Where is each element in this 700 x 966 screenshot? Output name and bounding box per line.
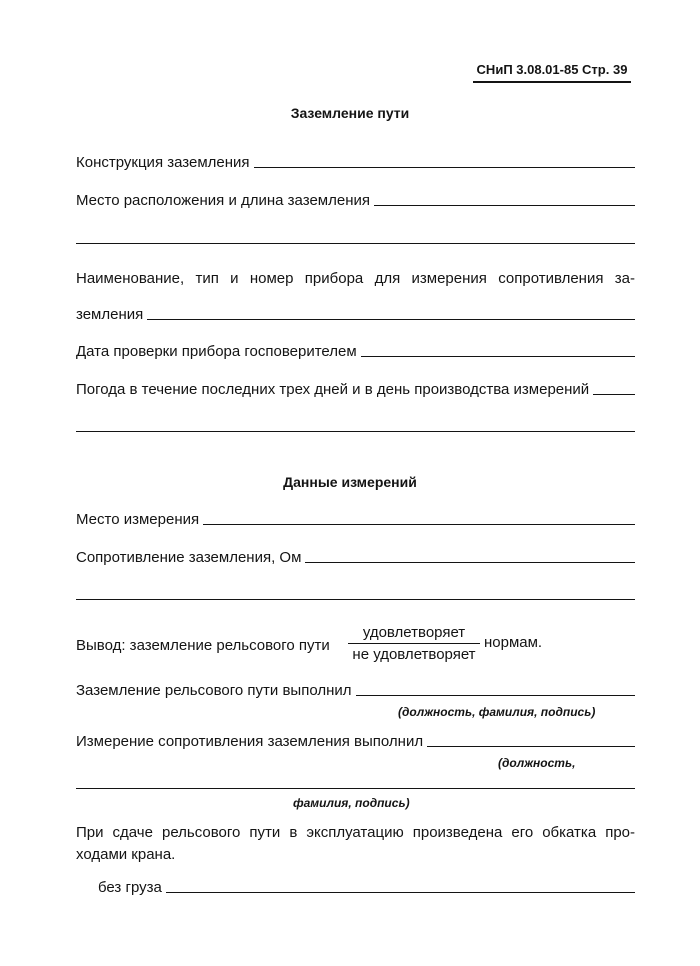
- conclusion-suffix: нормам.: [484, 634, 543, 651]
- instrument-text-line1: Наименование, тип и номер прибора для измерения сопротивления за-: [76, 270, 635, 287]
- measurement-done-field: [76, 733, 635, 750]
- conclusion-option-satisfies[interactable]: удовлетворяет: [362, 624, 466, 641]
- grounding-done-note: (должность, фамилия, подпись): [398, 705, 596, 719]
- weather-label: Погода в течение последних трех дней и в день производства измерений: [76, 381, 590, 398]
- location-label: Место расположения и длина заземления: [76, 192, 370, 209]
- conclusion-prefix: Вывод: заземление рельсового пути: [76, 637, 330, 654]
- conclusion-options: [348, 624, 480, 663]
- grounding-done-label: Заземление рельсового пути выполнил: [76, 682, 352, 699]
- grounding-done-input-line[interactable]: [356, 695, 635, 696]
- instrument-label: земления: [76, 306, 144, 323]
- location-continuation-line[interactable]: [76, 243, 635, 244]
- document-header: СНиП 3.08.01-85 Стр. 39: [473, 62, 631, 83]
- resistance-input-line[interactable]: [305, 562, 635, 563]
- place-label: Место измерения: [76, 511, 200, 528]
- verification-input-line[interactable]: [361, 356, 635, 357]
- weather-field: [76, 381, 635, 398]
- acceptance-text-line1: При сдаче рельсового пути в эксплуатацию произведена его обкатка про-: [76, 824, 635, 841]
- instrument-field: [76, 306, 635, 323]
- section-title-measurements: Данные измерений: [283, 474, 417, 490]
- verification-field: [76, 343, 635, 360]
- resistance-field: [76, 549, 635, 566]
- no-load-label: без груза: [98, 879, 162, 896]
- fraction-bar: [348, 643, 480, 644]
- section-title-grounding: Заземление пути: [290, 105, 410, 121]
- construction-field: [76, 154, 635, 171]
- grounding-done-field: [76, 682, 635, 699]
- no-load-field: [98, 879, 635, 896]
- measurement-done-label: Измерение сопротивления заземления выполнил: [76, 733, 424, 750]
- measurement-note-part2: фамилия, подпись): [293, 796, 410, 810]
- no-load-input-line[interactable]: [166, 892, 635, 893]
- measurement-done-input-line[interactable]: [427, 746, 635, 747]
- resistance-label: Сопротивление заземления, Ом: [76, 549, 302, 566]
- location-field: [76, 192, 635, 209]
- conclusion-option-not-satisfies[interactable]: не удовлетворяет: [352, 646, 476, 663]
- measurement-continuation-line[interactable]: [76, 788, 635, 789]
- construction-input-line[interactable]: [254, 167, 635, 168]
- acceptance-text-line2: ходами крана.: [76, 846, 176, 863]
- construction-label: Конструкция заземления: [76, 154, 250, 171]
- weather-continuation-line[interactable]: [76, 431, 635, 432]
- measurement-note-part1: (должность,: [498, 756, 576, 770]
- place-field: [76, 511, 635, 528]
- location-input-line[interactable]: [374, 205, 635, 206]
- resistance-continuation-line[interactable]: [76, 599, 635, 600]
- weather-input-line[interactable]: [593, 394, 635, 395]
- instrument-input-line[interactable]: [147, 319, 635, 320]
- verification-label: Дата проверки прибора госповерителем: [76, 343, 357, 360]
- place-input-line[interactable]: [203, 524, 635, 525]
